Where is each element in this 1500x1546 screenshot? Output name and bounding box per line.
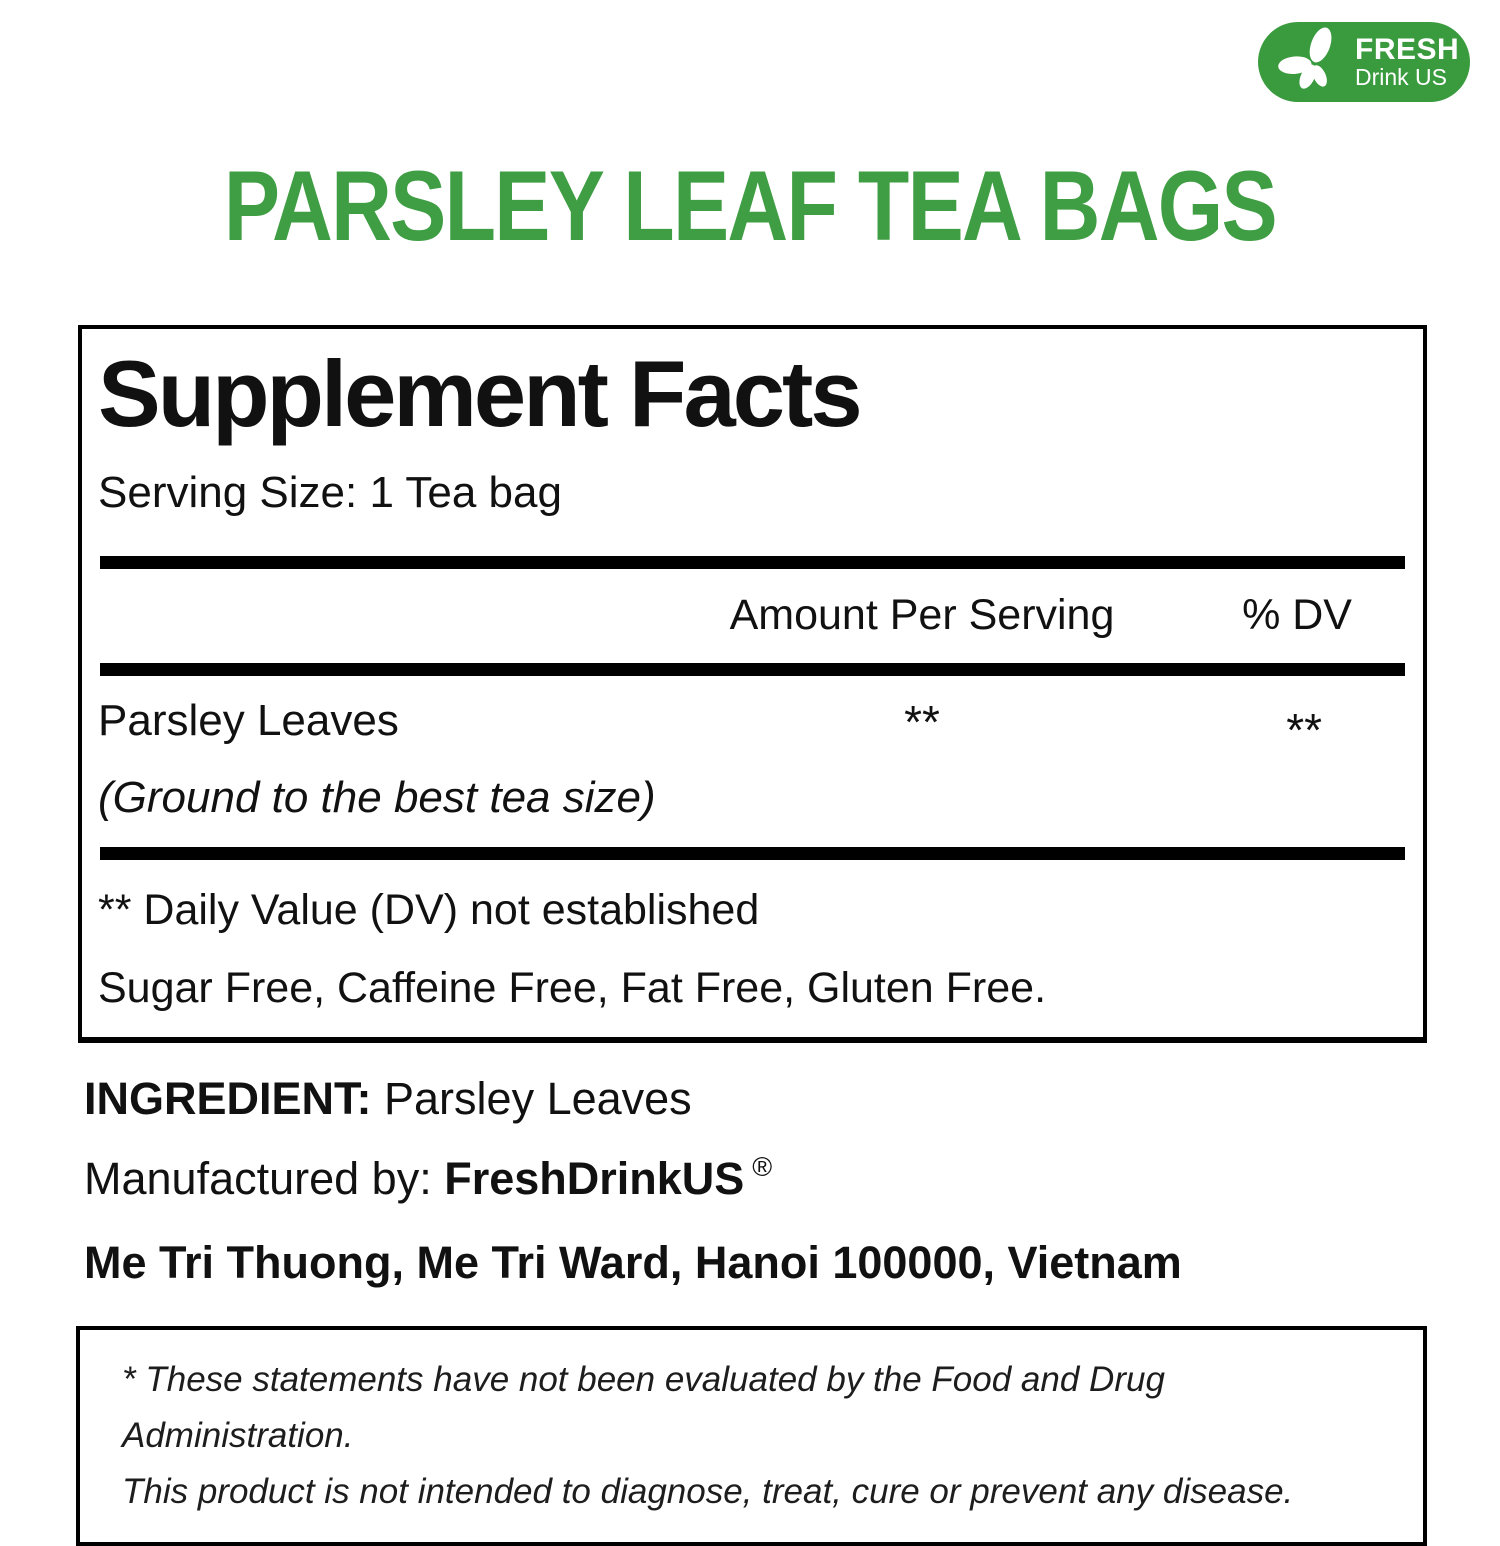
ingredient-label: INGREDIENT: <box>84 1073 372 1125</box>
amount-per-serving-header: Amount Per Serving <box>729 591 1115 640</box>
brand-name: FRESH <box>1355 32 1460 66</box>
facts-header-row <box>98 569 1407 662</box>
registered-trademark-symbol: ® <box>752 1151 773 1182</box>
details-section <box>84 1073 1427 1288</box>
leaf-cluster-icon <box>1266 24 1354 100</box>
nutrient-note: (Ground to the best tea size) <box>98 772 656 822</box>
percent-dv-header: % DV <box>1242 591 1352 640</box>
fda-disclaimer-box <box>76 1326 1427 1546</box>
footnote-dv: ** Daily Value (DV) not established <box>98 886 760 935</box>
footnote-free: Sugar Free, Caffeine Free, Fat Free, Gluten Free. <box>98 963 1047 1012</box>
supplement-facts-panel <box>78 325 1427 1043</box>
divider-bar-top <box>100 556 1405 569</box>
disclaimer-line-2: This product is not intended to diagnose, treat, cure or prevent any disease. <box>122 1472 1294 1512</box>
nutrient-dv: ** <box>1286 703 1322 756</box>
manufacturer-name: FreshDrinkUS <box>444 1152 745 1204</box>
manufactured-label: Manufactured by: <box>84 1152 445 1204</box>
nutrient-name: Parsley Leaves <box>98 695 399 745</box>
ingredient-value: Parsley Leaves <box>371 1073 692 1125</box>
ingredient-line <box>84 1073 1427 1125</box>
manufacturer-address: Me Tri Thuong, Me Tri Ward, Hanoi 100000, Vietnam <box>84 1236 1182 1288</box>
serving-size: Serving Size: 1 Tea bag <box>98 467 562 517</box>
divider-bar-middle <box>100 663 1405 676</box>
manufactured-line <box>84 1153 1427 1205</box>
brand-logo-text <box>1355 32 1460 90</box>
brand-logo <box>1258 22 1470 102</box>
nutrient-amount: ** <box>904 695 940 748</box>
divider-bar-bottom <box>100 847 1405 860</box>
brand-subname: Drink US <box>1355 63 1448 90</box>
disclaimer-line-1: * These statements have not been evaluated by the Food and Drug Administration. <box>122 1360 1165 1456</box>
supplement-facts-heading: Supplement Facts <box>98 341 860 446</box>
nutrient-row <box>98 676 1407 757</box>
product-title-text: PARSLEY LEAF TEA BAGS <box>223 150 1277 261</box>
